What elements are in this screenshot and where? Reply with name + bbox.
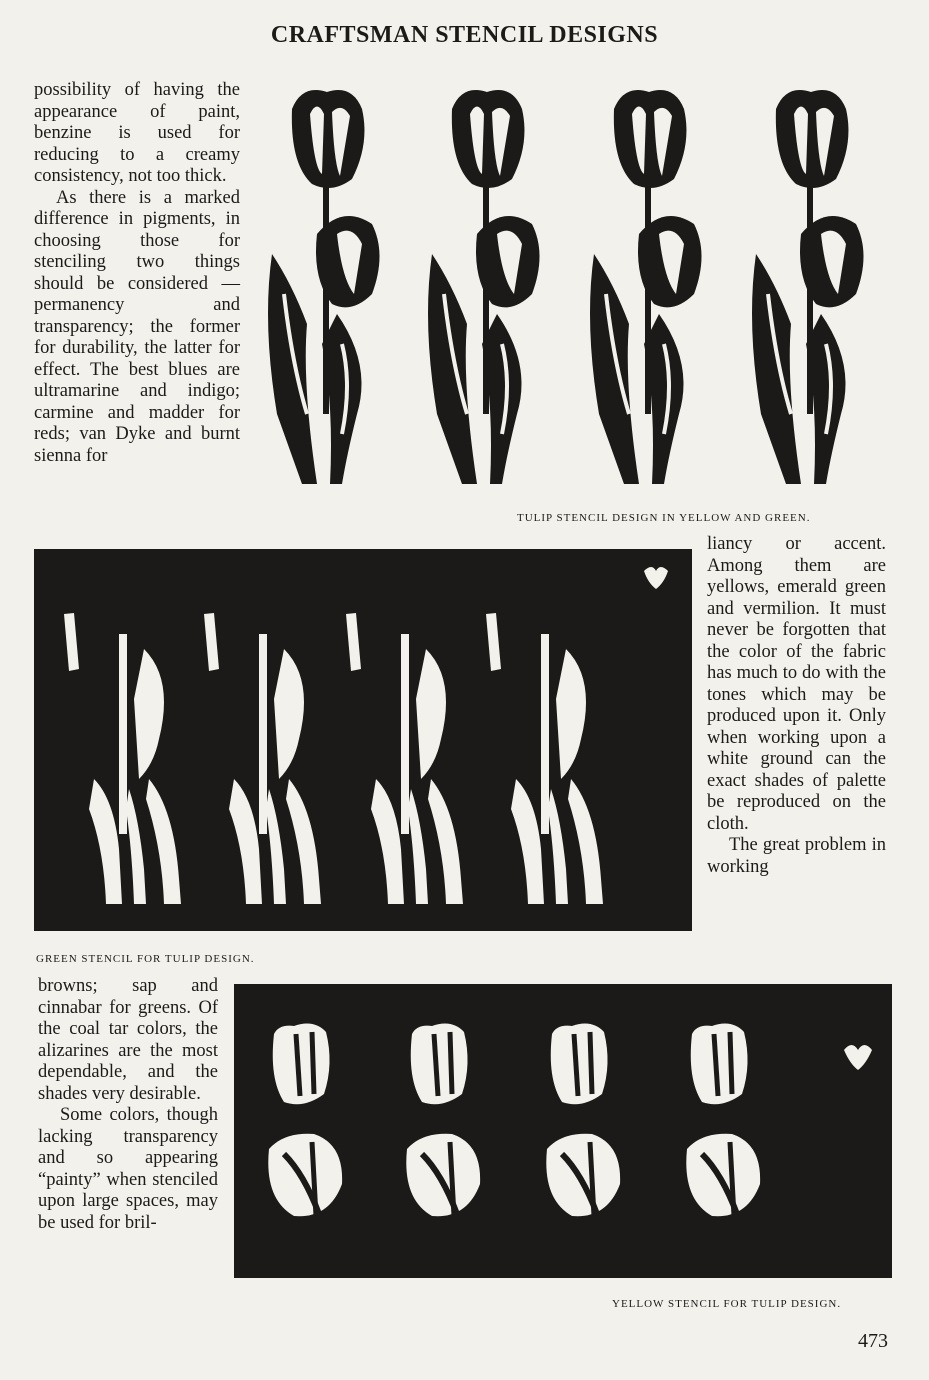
paragraph: As there is a marked difference in pigments, in choosing those for stenciling two things should be considered — permanency and transparency; the former for durability, the latter for effect. The best blues are ultramarine and indigo; carmine and madder for reds; van Dyke and burnt sienna for — [34, 187, 240, 466]
paragraph: The great problem in working — [707, 835, 886, 877]
green-stencil-figure — [34, 549, 692, 931]
green-stencil-image — [34, 549, 692, 931]
paragraph: possibility of having the appearance of paint, benzine is used for reducing to a creamy consistency, not too thick. — [34, 80, 240, 186]
figure-caption-yellow: YELLOW STENCIL FOR TULIP DESIGN. — [612, 1298, 842, 1310]
running-header: CRAFTSMAN STENCIL DESIGNS — [270, 22, 659, 48]
page-number: 473 — [858, 1330, 888, 1352]
figure-caption-tulip: TULIP STENCIL DESIGN IN YELLOW AND GREEN. — [517, 512, 811, 524]
text-column-top-left — [34, 80, 240, 467]
yellow-stencil-image — [234, 984, 892, 1278]
yellow-stencil-figure — [234, 984, 892, 1278]
paragraph: liancy or accent. Among them are yellows, emerald green and vermilion. It must never be forgotten that the color of the fabric has much to do with the tones which may be produced upon it. Only when working upon a white ground can the exact shades of palette be reproduced on the cloth. — [707, 534, 886, 834]
tulip-stencil-figure — [262, 84, 892, 504]
figure-caption-green: GREEN STENCIL FOR TULIP DESIGN. — [36, 953, 255, 965]
text-column-bottom-left — [38, 976, 218, 1234]
paragraph: browns; sap and cinnabar for greens. Of the coal tar colors, the alizarines are the most dependable, and the shades very desirable. — [38, 976, 218, 1104]
text-column-right — [707, 534, 886, 878]
paragraph: Some colors, though lacking transparency and so appearing “painty” when stenciled upon large spaces, may be used for bril- — [38, 1105, 218, 1233]
tulip-stencil-image — [262, 84, 892, 504]
